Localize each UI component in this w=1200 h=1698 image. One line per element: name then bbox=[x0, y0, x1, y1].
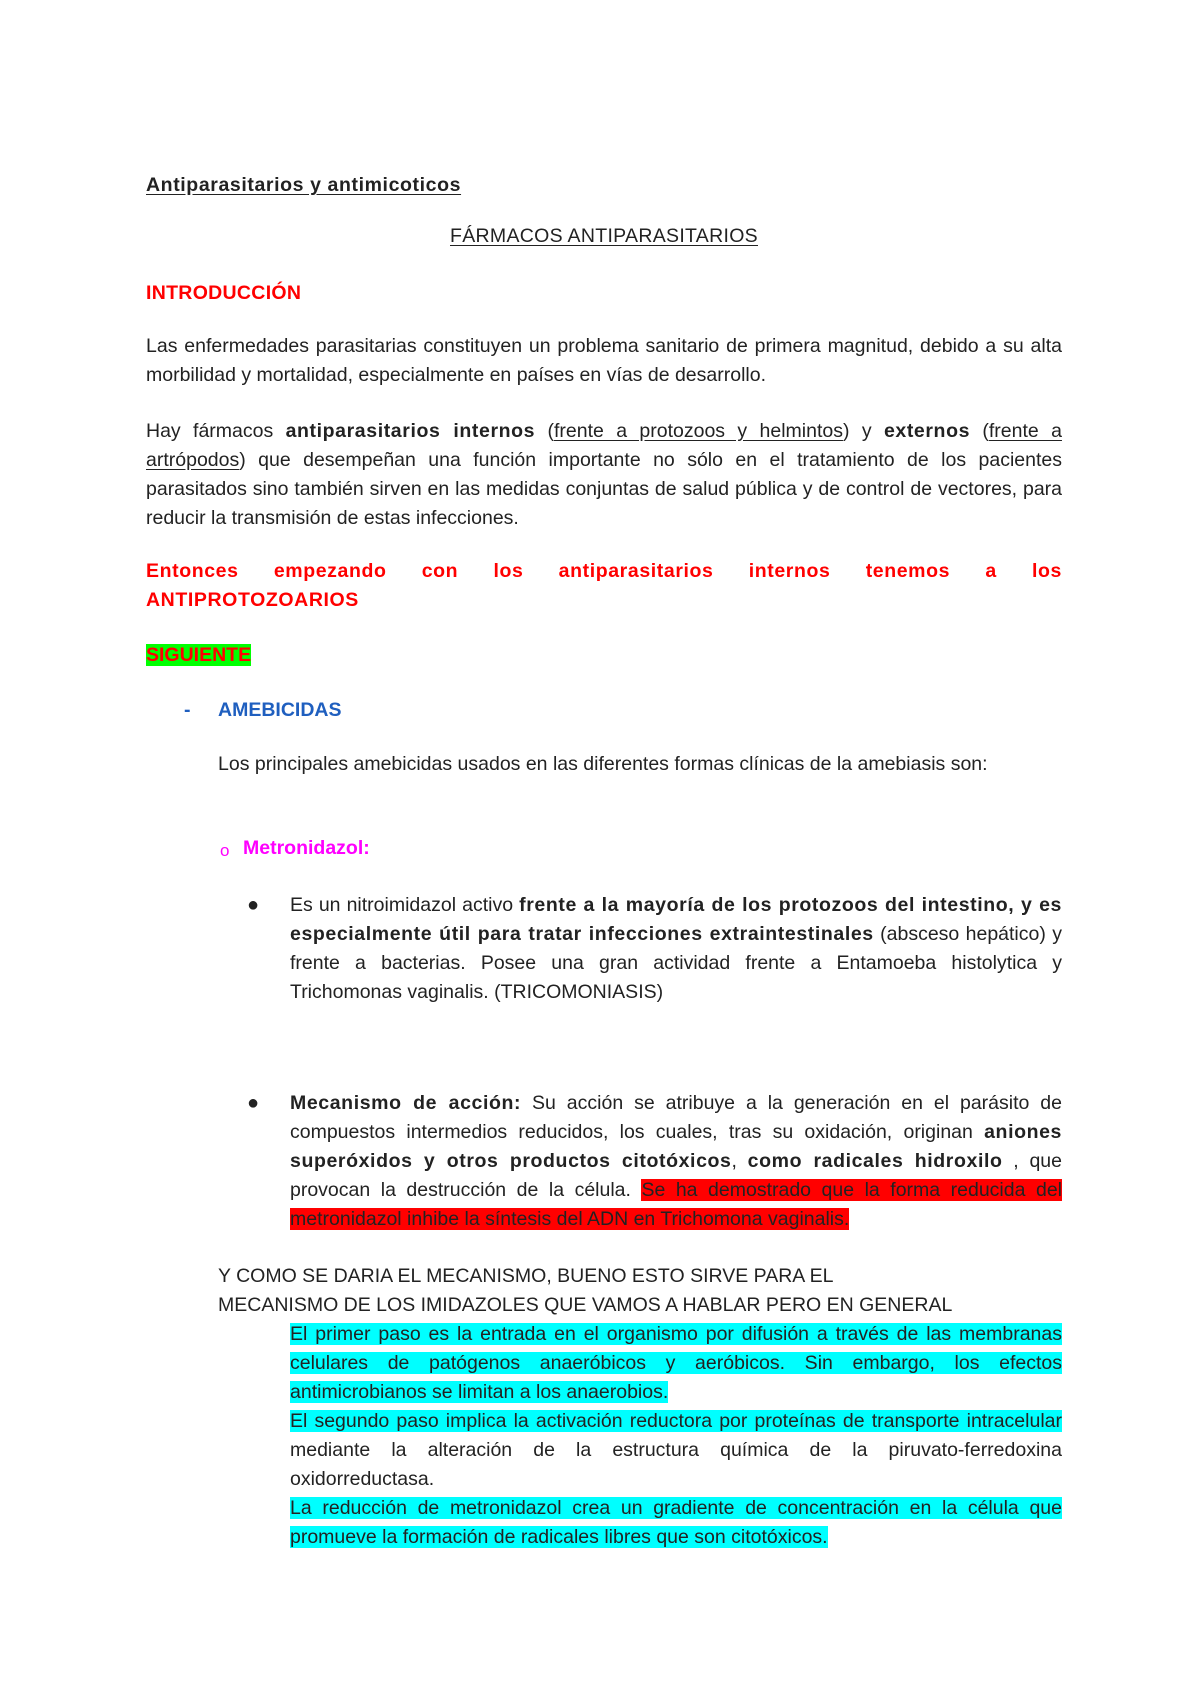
intro-paragraph: Las enfermedades parasitarias constituyen un problema sanitario de primera magnitud, debido a su alta morbilidad y mortalidad, especialmente en países en vías de desarrollo. bbox=[146, 335, 1062, 386]
highlighted-text: SIGUIENTE bbox=[146, 644, 252, 666]
underlined-run: frente a artrópodos bbox=[146, 420, 1062, 471]
text-run: Su acción se atribuye a la generación en el parásito de compuestos intermedios reducidos, los cuales, tras su oxidación, originan bbox=[290, 1092, 1062, 1143]
bold-run: frente a la mayoría de los protozoos del intestino, y es especialmente útil para tratar infecciones extraintestinales bbox=[290, 894, 1062, 945]
step-three bbox=[290, 1494, 1062, 1552]
caps-note bbox=[218, 1262, 1062, 1320]
bullet-dot-icon: ● bbox=[247, 1092, 260, 1114]
bold-run: antiparasitarios internos bbox=[285, 420, 536, 442]
red-heading-line: Entonces empezando con los antiparasitarios internos tenemos a los bbox=[146, 560, 1062, 582]
step-one bbox=[290, 1320, 1062, 1407]
intro-heading: INTRODUCCIÓN bbox=[146, 282, 302, 304]
bold-run: aniones superóxidos y otros productos citotóxicos bbox=[290, 1121, 1062, 1172]
text-run: ( bbox=[970, 420, 989, 442]
text-run: , que provocan la destrucción de la célula. bbox=[290, 1150, 1063, 1201]
text-run: ( bbox=[535, 420, 554, 442]
text-run: Es un nitroimidazol activo bbox=[290, 894, 520, 916]
text-run: ) que desempeñan una función importante no sólo en el tratamiento de los pacientes parasitados sino también sirven en las medidas conjuntas de salud pública y de control de vectores, para reducir la transmisión de estas infecciones. bbox=[146, 449, 1062, 529]
metronidazol-heading: Metronidazol: bbox=[243, 837, 370, 859]
highlighted-text: El primer paso es la entrada en el organismo por difusión a través de las membranas celulares de patógenos anaeróbicos y aeróbicos. Sin embargo, los efectos antimicrobianos se limitan a los anaerobios. bbox=[290, 1323, 1062, 1403]
caps-line: Y COMO SE DARIA EL MECANISMO, BUENO ESTO SIRVE PARA EL bbox=[218, 1265, 834, 1287]
highlighted-text: El segundo paso implica la activación reductora por proteínas de transporte intracelular bbox=[290, 1410, 1062, 1432]
highlighted-text: La reducción de metronidazol crea un gradiente de concentración en la célula que promueve la formación de radicales libres que son citotóxicos. bbox=[290, 1497, 1062, 1548]
text-run: (absceso hepático) y frente a bacterias. Posee una gran actividad frente a Entamoeba histolytica y Trichomonas vaginalis. (TRICOMONIASIS) bbox=[290, 923, 1062, 1003]
document-title: Antiparasitarios y antimicoticos bbox=[146, 174, 462, 196]
bold-run: externos bbox=[883, 420, 971, 442]
bullet-nitroimidazol bbox=[290, 891, 1062, 1007]
text-run: , bbox=[731, 1150, 748, 1172]
red-heading-line: ANTIPROTOZOARIOS bbox=[146, 589, 359, 611]
amebicidas-heading: AMEBICIDAS bbox=[218, 699, 342, 721]
text-run: mediante la alteración de la estructura química de la piruvato-ferredoxina oxidorreductasa. bbox=[290, 1439, 1062, 1490]
text-run: ) y bbox=[842, 420, 884, 442]
underlined-run: frente a protozoos y helmintos bbox=[553, 420, 843, 442]
siguiente-label bbox=[146, 641, 1062, 670]
amebicidas-description: Los principales amebicidas usados en las diferentes formas clínicas de la amebiasis son: bbox=[218, 753, 988, 775]
paragraph-farmacos bbox=[146, 417, 1062, 533]
circle-marker: o bbox=[220, 841, 230, 860]
step-two bbox=[290, 1407, 1062, 1494]
text-run: Hay fármacos bbox=[146, 420, 286, 442]
bold-run: Mecanismo de acción: bbox=[290, 1092, 522, 1114]
caps-line: MECANISMO DE LOS IMIDAZOLES QUE VAMOS A HABLAR PERO EN GENERAL bbox=[218, 1294, 953, 1316]
section-title: FÁRMACOS ANTIPARASITARIOS bbox=[450, 225, 758, 247]
bullet-mecanismo bbox=[290, 1089, 1062, 1234]
bullet-dot-icon: ● bbox=[247, 894, 260, 916]
bold-run: como radicales hidroxilo bbox=[747, 1150, 1003, 1172]
highlighted-text: Se ha demostrado que la forma reducida del metronidazol inhibe la síntesis del ADN en Trichomona vaginalis. bbox=[290, 1179, 1062, 1230]
dash-marker: - bbox=[184, 699, 191, 721]
red-heading-antiprotozoarios bbox=[146, 557, 1062, 615]
